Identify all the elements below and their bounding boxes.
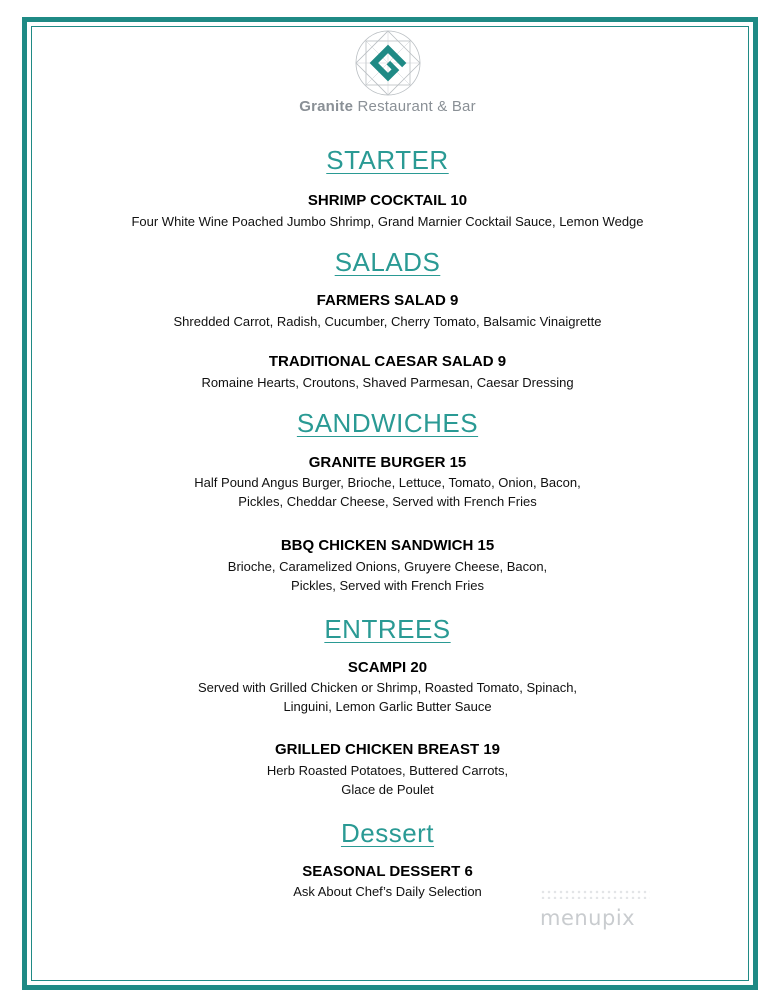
- brand-name-bold: Granite: [299, 98, 354, 115]
- desc-line: Served with Grilled Chicken or Shrimp, Roasted Tomato, Spinach,: [197, 680, 578, 695]
- desc-line: Half Pound Angus Burger, Brioche, Lettuce, Tomato, Onion, Bacon,: [194, 475, 581, 490]
- section-heading-sandwiches: SANDWICHES: [296, 408, 479, 438]
- section-heading-dessert: Dessert: [340, 818, 435, 848]
- item-title-granite-burger: GRANITE BURGER 15: [308, 454, 467, 471]
- item-title-grilled-chicken-breast: GRILLED CHICKEN BREAST 19: [274, 741, 501, 758]
- logo: [0, 28, 775, 98]
- desc-line: Ask About Chef’s Daily Selection: [293, 884, 482, 899]
- desc-line: Shredded Carrot, Radish, Cucumber, Cherry Tomato, Balsamic Vinaigrette: [173, 314, 602, 329]
- section-heading-salads: SALADS: [334, 247, 441, 277]
- brand-name-rest: Restaurant & Bar: [357, 98, 476, 115]
- watermark-dots: [540, 889, 650, 899]
- item-title-farmers-salad: FARMERS SALAD 9: [316, 292, 459, 309]
- desc-line: Pickles, Cheddar Cheese, Served with French Fries: [238, 494, 537, 509]
- desc-line: Herb Roasted Potatoes, Buttered Carrots,: [266, 763, 509, 778]
- section-heading-entrees: ENTREES: [324, 614, 451, 644]
- item-desc-grilled-chicken-breast: [0, 761, 775, 799]
- item-desc-farmers-salad: [0, 312, 775, 331]
- item-desc-shrimp-cocktail: [0, 212, 775, 231]
- desc-line: Pickles, Served with French Fries: [291, 578, 484, 593]
- desc-line: Glace de Poulet: [341, 782, 434, 797]
- item-title-bbq-chicken-sandwich: BBQ CHICKEN SANDWICH 15: [280, 537, 495, 554]
- item-desc-seasonal-dessert: [0, 882, 775, 901]
- section-heading-starter: STARTER: [326, 145, 449, 175]
- item-title-shrimp-cocktail: SHRIMP COCKTAIL 10: [307, 192, 468, 209]
- menupix-watermark: menupix: [540, 906, 636, 930]
- granite-g-diamond-icon: [353, 28, 423, 98]
- item-title-scampi: SCAMPI 20: [347, 659, 428, 676]
- desc-line: Brioche, Caramelized Onions, Gruyere Cheese, Bacon,: [227, 559, 548, 574]
- item-desc-bbq-chicken-sandwich: [0, 557, 775, 595]
- desc-line: Four White Wine Poached Jumbo Shrimp, Grand Marnier Cocktail Sauce, Lemon Wedge: [131, 214, 644, 229]
- item-desc-scampi: [0, 678, 775, 716]
- desc-line: Linguini, Lemon Garlic Butter Sauce: [283, 699, 492, 714]
- item-title-seasonal-dessert: SEASONAL DESSERT 6: [302, 863, 473, 880]
- restaurant-name: [0, 98, 775, 115]
- desc-line: Romaine Hearts, Croutons, Shaved Parmesan, Caesar Dressing: [201, 375, 574, 390]
- item-title-caesar-salad: TRADITIONAL CAESAR SALAD 9: [268, 353, 507, 370]
- item-desc-granite-burger: [0, 473, 775, 511]
- item-desc-caesar-salad: [0, 373, 775, 392]
